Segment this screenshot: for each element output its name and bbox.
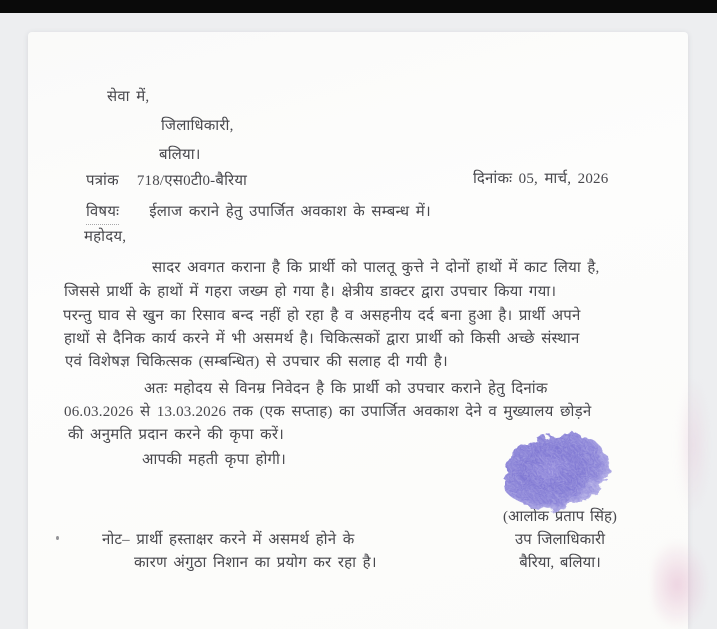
faint-edge-smudge [678, 380, 708, 510]
para1-line3: परन्तु घाव से खुन का रिसाव बन्द नहीं हो रहा है व असहनीय दर्द बना हुआ है। प्रार्थी अपने [63, 308, 581, 324]
ink-speck [56, 536, 59, 540]
thumbprint-ink [480, 422, 640, 532]
para1-line1: सादर अवगत कराना है कि प्रार्थी को पालतू कुत्ते ने दोनों हाथों में काट लिया है, [152, 260, 600, 276]
para1-line4: हाथों से दैनिक कार्य करने में भी असमर्थ है। चिकित्सकों द्वारा प्रार्थी को किसी अच्छे संस्थान [64, 331, 580, 347]
letter-date: दिनांकः 05, मार्च, 2026 [473, 171, 609, 187]
salutation: सेवा में, [107, 89, 150, 105]
para2-line1: अतः महोदय से विनम्र निवेदन है कि प्रार्थी को उपचार कराने हेतु दिनांक [144, 381, 548, 397]
para2-line2: 06.03.2026 से 13.03.2026 तक (एक सप्ताह) का उपार्जित अवकाश देने व मुख्यालय छोड़ने [64, 404, 592, 420]
top-black-bar [0, 0, 717, 13]
addressee-place: बलिया। [159, 147, 201, 163]
subject-text: ईलाज कराने हेतु उपार्जित अवकाश के सम्बन्ध में। [149, 204, 431, 220]
para2-line3: की अनुमति प्रदान करने की कृपा करें। [68, 427, 285, 443]
greeting: महोदय, [84, 229, 127, 245]
signatory-name: (आलोक प्रताप सिंह) [503, 509, 617, 525]
note-line1: नोट– प्रार्थी हस्ताक्षर करने में असमर्थ होने के [102, 532, 355, 548]
subject-label: विषयः [86, 201, 119, 225]
addressee: जिलाधिकारी, [161, 118, 234, 134]
signatory-designation: उप जिलाधिकारी [514, 532, 606, 548]
subject-line [86, 201, 431, 225]
para1-line5: एवं विशेषज्ञ चिकित्सक (सम्बन्धित) से उपचार की सलाह दी गयी है। [65, 354, 448, 370]
reference-number: 718/एस0टी0-बैरिया [136, 173, 248, 189]
note-line2: कारण अंगुठा निशान का प्रयोग कर रहा है। [134, 555, 377, 571]
reference-line [86, 170, 247, 192]
para1-line2: जिससे प्रार्थी के हाथों में गहरा जख्म हो गया है। क्षेत्रीय डाक्टर द्वारा उपचार किया गया। [64, 284, 557, 300]
signatory-place: बैरिया, बलिया। [519, 555, 601, 571]
closing-line: आपकी महती कृपा होगी। [142, 452, 286, 468]
pink-ink-smudge [652, 540, 708, 629]
letter-paper [28, 32, 688, 629]
reference-label: पत्रांक [86, 173, 119, 189]
